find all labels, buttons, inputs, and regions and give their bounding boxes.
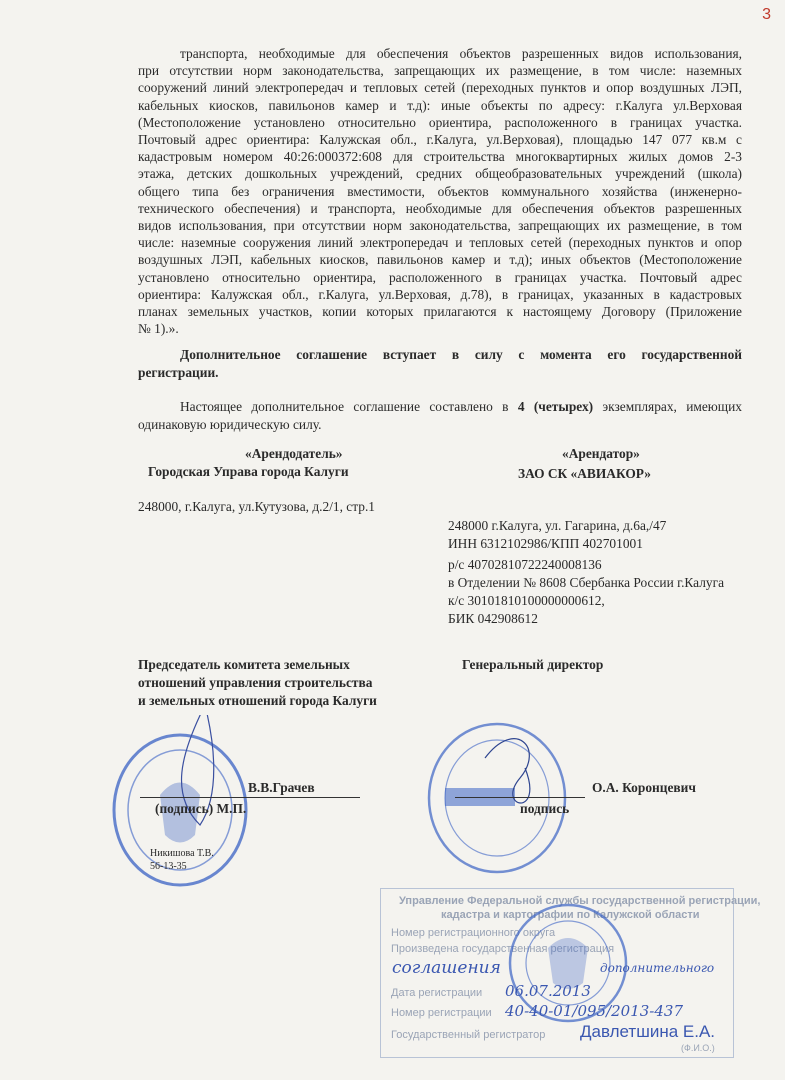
lessee-bank: в Отделении № 8608 Сбербанка России г.Калуга: [448, 575, 725, 590]
lessee-inn-kpp: ИНН 6312102986/КПП 402701001: [448, 536, 643, 551]
lessee-title: Генеральный директор: [462, 657, 604, 672]
body-text-line: сооружений линий электропередач и тепловых сетей (переходных пунктов и опор воздушных ЛЭП,: [138, 80, 742, 96]
reg-hand-date: 06.07.2013: [505, 982, 591, 1000]
body-text-line: транспорта, необходимые для обеспечения объектов разрешенных видов использования,: [180, 46, 742, 61]
lessee-bik: БИК 042908612: [448, 611, 538, 626]
lessor-role: «Арендодатель»: [245, 446, 343, 461]
lessor-signatory-name: В.В.Грачев: [248, 780, 315, 795]
reg-registrar-name: Давлетшина Е.А.: [580, 1022, 716, 1041]
reg-header-2: кадастра и картографии по Калужской области: [441, 909, 700, 921]
lessee-corr-account: к/с 30101810100000000612,: [448, 593, 605, 608]
lessee-account: р/с 40702810722240008136: [448, 557, 602, 572]
lessor-name: Городская Управа города Калуги: [148, 464, 349, 479]
lessor-signature-caption: (подпись) М.П.: [155, 801, 247, 816]
body-text-line: (Местоположение установлено относительно ориентира, расположенного в границах участка.: [138, 114, 742, 130]
copies-clause-line-2: одинаковую юридическую силу.: [138, 417, 322, 432]
lessor-title-2: отношений управления строительства: [138, 675, 373, 690]
lessor-signature-line: [140, 797, 360, 798]
effective-clause-line-1: Дополнительное соглашение вступает в силу с момента его государственной: [180, 347, 742, 362]
body-text-line: этажа, детских дошкольных учреждений, средних общеобразовательных учреждений (школа): [138, 166, 742, 182]
reg-row-1: Номер регистрационного округа: [391, 927, 556, 939]
reg-date-label: Дата регистрации: [391, 987, 483, 999]
lessee-role: «Арендатор»: [562, 446, 640, 461]
lessor-title-1: Председатель комитета земельных: [138, 657, 350, 672]
body-text-line: при отсутствии норм законодательства, запрещающих их размещение, в том числе: наземных: [138, 63, 742, 79]
body-text-line: установлено относительно ориентира, расположенного в границах участка. Почтовый адрес: [138, 269, 742, 285]
body-text-line: кабельных киосков, павильонов камер и т.д): иные объекты по адресу: г.Калуга ул.Верховая: [138, 97, 742, 113]
lessee-signatory-name: О.А. Коронцевич: [592, 780, 696, 795]
copies-clause-line-1: [180, 398, 742, 415]
body-text-line: № 1).».: [138, 321, 179, 337]
lessor-title-3: и земельных отношений города Калуги: [138, 693, 377, 708]
body-text-line: Почтовый адрес ориентира: Калужская обл., г.Калуга, ул.Верховая), площадью 147 077 кв.м с: [138, 132, 742, 147]
lessee-signature-line: [455, 797, 585, 798]
copies-text-1: Настоящее дополнительное соглашение составлено в: [180, 399, 518, 414]
body-text-line: воздушных ЛЭП, кабельных киосков, павильонов камер и т.д); иных объектов (Местоположение: [138, 252, 742, 268]
lessor-executor-phone: 56-13-35: [150, 861, 187, 872]
page-number: 3: [762, 6, 771, 23]
effective-clause-line-2: регистрации.: [138, 365, 219, 380]
body-text-line: числе: наземные сооружения линий электропередач и тепловых сетей (переходных пунктов и опор: [138, 235, 742, 251]
lessee-seal-stamp: [425, 718, 575, 878]
copies-count: 4 (четырех): [517, 399, 594, 414]
body-text-line: общего типа без ограничения вместимости, объектов коммунального хозяйства (инженерно-: [138, 183, 742, 199]
reg-hand-type: дополнительного: [600, 961, 715, 975]
lessor-executor: Никишова Т.В.: [150, 848, 214, 859]
body-text-line: ориентира: Калужская обл., г.Калуга, ул.Верховая, д.78), в границах, указанных в кадастровых: [138, 286, 742, 302]
reg-row-2: Произведена государственная регистрация: [391, 943, 615, 955]
reg-header-1: Управление Федеральной службы государственной регистрации,: [399, 895, 761, 907]
lessee-signature-caption: подпись: [520, 801, 570, 816]
lessee-address: 248000 г.Калуга, ул. Гагарина, д.6а,/47: [448, 518, 667, 533]
reg-registrar-label: Государственный регистратор: [391, 1029, 546, 1041]
lessor-address: 248000, г.Калуга, ул.Кутузова, д.2/1, стр.1: [138, 499, 376, 514]
body-text-line: технического обеспечения) и транспорта, необходимые для обеспечения объектов разрешенных: [138, 200, 742, 216]
copies-text-2: экземплярах, имеющих: [593, 399, 742, 414]
lessee-name: ЗАО СК «АВИАКОР»: [518, 466, 651, 481]
body-text-line: планах земельных участков, копии которых прилагаются к настоящему Договору (Приложение: [138, 304, 742, 319]
reg-fio: (Ф.И.О.): [681, 1043, 715, 1053]
body-text-line: видов использования, при отсутствии норм законодательства, запрещающих их размещение, в том: [138, 218, 742, 233]
reg-hand-number: 40-40-01/095/2013-437: [505, 1002, 684, 1020]
reg-number-label: Номер регистрации: [391, 1007, 492, 1019]
reg-hand-doc: соглашения: [392, 958, 501, 978]
body-text-line: кадастровым номером 40:26:000372:608 для строительства многоквартирных жилых домов 2-3: [138, 149, 742, 165]
